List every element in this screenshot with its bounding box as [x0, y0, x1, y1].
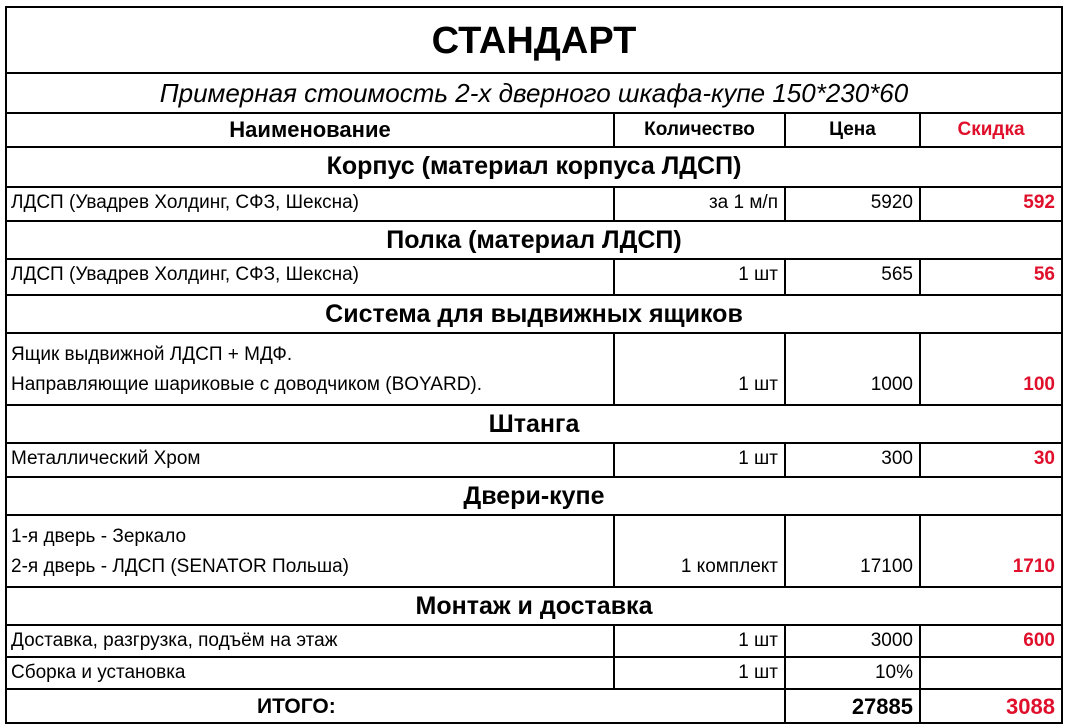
table-row — [5, 514, 1063, 586]
section-title: Корпус (материал корпуса ЛДСП) — [326, 152, 742, 180]
item-qty-value: 1 шт — [738, 374, 778, 395]
header-price: Цена — [784, 114, 919, 146]
item-qty: 1 шт — [613, 260, 784, 294]
item-name-line2: Направляющие шариковые с доводчиком (BOYARD). — [11, 374, 483, 395]
item-qty: за 1 м/п — [613, 188, 784, 220]
section-dveri — [5, 476, 1063, 514]
item-name-line1: Ящик выдвижной ЛДСП + МДФ. — [11, 344, 293, 365]
item-name: ЛДСП (Увадрев Холдинг, СФЗ, Шексна) — [11, 192, 360, 213]
item-price: 300 — [784, 444, 919, 476]
title-row — [5, 6, 1063, 72]
item-price: 3000 — [784, 626, 919, 656]
section-title: Полка (материал ЛДСП) — [386, 226, 682, 254]
page-subtitle: Примерная стоимость 2-х дверного шкафа-купе 150*230*60 — [159, 78, 909, 108]
item-discount — [919, 516, 1061, 586]
item-discount — [919, 334, 1061, 404]
section-title: Монтаж и доставка — [415, 592, 653, 620]
item-discount: 30 — [919, 444, 1061, 476]
item-price-value: 17100 — [860, 556, 913, 577]
section-yashchiki — [5, 294, 1063, 332]
total-price: 27885 — [784, 690, 919, 722]
item-name-line1: 1-я дверь - Зеркало — [11, 526, 187, 547]
section-shtanga — [5, 404, 1063, 442]
table-row — [5, 332, 1063, 404]
table-row — [5, 258, 1063, 294]
item-price: 565 — [784, 260, 919, 294]
item-discount-value: 1710 — [1012, 556, 1055, 577]
table-row — [5, 656, 1063, 688]
item-qty-value: 1 комплект — [680, 556, 778, 577]
item-name-line2: 2-я дверь - ЛДСП (SENATOR Польша) — [11, 556, 349, 577]
item-discount: 592 — [919, 188, 1061, 220]
item-price-value: 1000 — [870, 374, 913, 395]
item-qty — [613, 516, 784, 586]
section-korpus — [5, 146, 1063, 186]
table-row — [5, 442, 1063, 476]
item-name: Металлический Хром — [11, 448, 201, 469]
item-name — [7, 334, 613, 404]
item-name — [7, 516, 613, 586]
section-title: Двери-купе — [463, 482, 605, 510]
item-price — [784, 516, 919, 586]
item-discount-value: 100 — [1023, 374, 1055, 395]
item-name: ЛДСП (Увадрев Холдинг, СФЗ, Шексна) — [11, 264, 360, 285]
item-discount: 56 — [919, 260, 1061, 294]
item-qty: 1 шт — [613, 626, 784, 656]
header-name: Наименование — [229, 117, 391, 142]
item-qty: 1 шт — [613, 444, 784, 476]
total-label: ИТОГО: — [257, 695, 336, 718]
page-title: СТАНДАРТ — [431, 20, 637, 62]
item-price — [784, 334, 919, 404]
item-qty: 1 шт — [613, 658, 784, 688]
item-name: Доставка, разгрузка, подъём на этаж — [11, 630, 338, 651]
section-montazh — [5, 586, 1063, 624]
table-row — [5, 186, 1063, 220]
section-title: Штанга — [488, 410, 580, 438]
total-discount: 3088 — [919, 690, 1061, 722]
item-price: 10% — [784, 658, 919, 688]
item-qty — [613, 334, 784, 404]
item-price: 5920 — [784, 188, 919, 220]
item-name: Сборка и установка — [11, 662, 186, 683]
item-discount: 600 — [919, 626, 1061, 656]
header-discount: Скидка — [919, 114, 1061, 146]
header-row — [5, 112, 1063, 146]
subtitle-row — [5, 72, 1063, 112]
section-title: Система для выдвижных ящиков — [325, 300, 743, 328]
section-polka — [5, 220, 1063, 258]
total-row — [5, 688, 1063, 724]
table-row — [5, 624, 1063, 656]
item-discount — [919, 658, 1061, 688]
header-qty: Количество — [613, 114, 784, 146]
